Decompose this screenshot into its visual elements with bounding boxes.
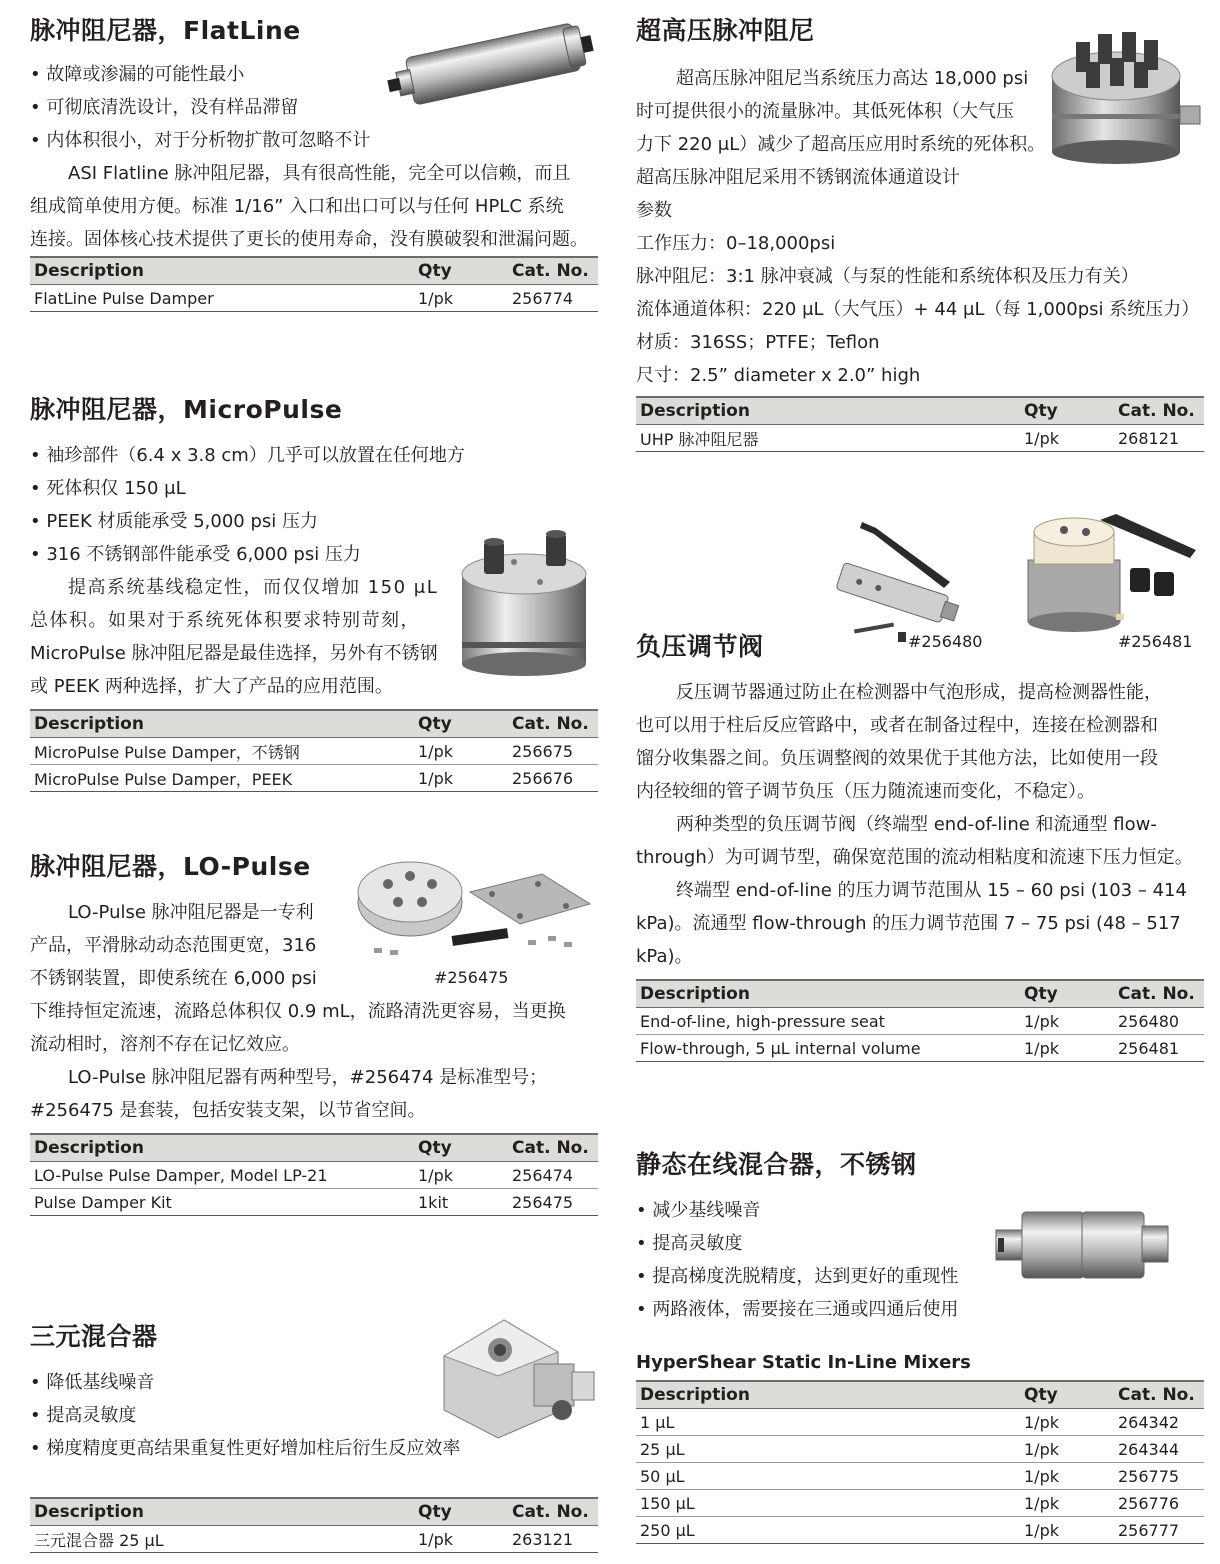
bullet-item: • 可彻底清洗设计，没有样品滞留	[30, 91, 598, 124]
cell-description: 1 μL	[636, 1409, 1020, 1436]
paragraph-line: ASI Flatline 脉冲阻尼器，具有很高性能，完全可以信赖，而且	[68, 163, 571, 184]
lopulse-section	[30, 850, 598, 1216]
paragraph-line: kPa)。流通型 flow-through 的压力调节范围 7 – 75 psi (48 – 517	[636, 913, 1181, 934]
header-cat-no: Cat. No.	[1114, 397, 1204, 425]
table-header-row	[636, 980, 1204, 1008]
cell-cat-no: 256774	[508, 285, 598, 312]
cell-qty: 1/pk	[1020, 1436, 1114, 1463]
cell-qty: 1/pk	[1020, 1409, 1114, 1436]
cell-qty: 1/pk	[1020, 1008, 1114, 1035]
table-row	[636, 1490, 1204, 1517]
paragraph-line: 终端型 end-of-line 的压力调节范围从 15 – 60 psi (103 – 414	[676, 880, 1187, 901]
cell-description: 50 μL	[636, 1463, 1020, 1490]
micropulse-table	[30, 709, 598, 792]
header-qty: Qty	[414, 257, 508, 285]
cell-cat-no: 256676	[508, 765, 598, 792]
ternary-section	[30, 1320, 598, 1553]
micropulse-section	[30, 393, 598, 792]
flatline-damper-image	[368, 18, 618, 108]
paragraph-line: kPa)。	[636, 946, 693, 967]
paragraph-line: 流动相时，溶剂不存在记忆效应。	[30, 1034, 300, 1055]
header-cat-no: Cat. No.	[508, 1498, 598, 1526]
table-row	[636, 1409, 1204, 1436]
cell-qty: 1/pk	[1020, 1463, 1114, 1490]
end-of-line-caption: #256480	[908, 632, 983, 651]
uhp-table	[636, 396, 1204, 452]
cell-qty: 1/pk	[414, 738, 508, 765]
bullet-item: • 梯度精度更高结果重复性更好增加柱后衍生反应效率	[30, 1432, 598, 1465]
table-row	[30, 1162, 598, 1189]
paragraph-line: 提高系统基线稳定性，而仅仅增加 150 μL	[68, 577, 439, 598]
paragraph-line: 时可提供很小的流量脉冲。其低死体积（大气压	[636, 101, 1014, 122]
bullet-item: • 316 不锈钢部件能承受 6,000 psi 压力	[30, 538, 598, 571]
cell-description: MicroPulse Pulse Damper，不锈钢	[30, 738, 414, 765]
cell-qty: 1/pk	[414, 1162, 508, 1189]
bullet-item: • 两路液体，需要接在三通或四通后使用	[636, 1293, 1204, 1326]
cell-cat-no: 256775	[1114, 1463, 1204, 1490]
paragraph-line: 超高压脉冲阻尼当系统压力高达 18,000 psi	[676, 68, 1029, 89]
paragraph-line: 产品，平滑脉动动态范围更宽，316	[30, 935, 317, 956]
cell-qty: 1/pk	[414, 765, 508, 792]
flatline-section	[30, 14, 598, 312]
paragraph-line: 两种类型的负压调节阀（终端型 end-of-line 和流通型 flow-	[676, 814, 1157, 835]
cell-description: FlatLine Pulse Damper	[30, 285, 414, 312]
paragraph-line: LO-Pulse 脉冲阻尼器是一专利	[68, 902, 314, 923]
flow-through-caption: #256481	[1118, 632, 1193, 651]
paragraph-line: 尺寸：2.5” diameter x 2.0” high	[636, 365, 921, 386]
paragraph-line: 不锈钢装置，即使系统在 6,000 psi	[30, 968, 317, 989]
static-mixer-subtitle: HyperShear Static In-Line Mixers	[636, 1352, 971, 1373]
cell-cat-no: 264342	[1114, 1409, 1204, 1436]
cell-description: UHP 脉冲阻尼器	[636, 425, 1020, 452]
table-row	[636, 1463, 1204, 1490]
bullet-item: • 袖珍部件（6.4 x 3.8 cm）几乎可以放置在任何地方	[30, 439, 598, 472]
table-row	[636, 1035, 1204, 1062]
backpressure-description	[636, 676, 1204, 973]
cell-qty: 1/pk	[414, 1526, 508, 1553]
cell-description: End-of-line, high-pressure seat	[636, 1008, 1020, 1035]
cell-description: Pulse Damper Kit	[30, 1189, 414, 1216]
cell-cat-no: 256675	[508, 738, 598, 765]
uhp-section	[636, 14, 1204, 452]
table-header-row	[636, 1381, 1204, 1409]
cell-description: 150 μL	[636, 1490, 1020, 1517]
ternary-mixer-image	[434, 1312, 604, 1442]
ternary-title: 三元混合器	[30, 1322, 158, 1351]
header-cat-no: Cat. No.	[1114, 1381, 1204, 1409]
cell-cat-no: 263121	[508, 1526, 598, 1553]
paragraph-line: 连接。固体核心技术提供了更长的使用寿命，没有膜破裂和泄漏问题。	[30, 229, 588, 250]
cell-qty: 1kit	[414, 1189, 508, 1216]
cell-description: 25 μL	[636, 1436, 1020, 1463]
cell-description: LO-Pulse Pulse Damper, Model LP-21	[30, 1162, 414, 1189]
cell-cat-no: 256474	[508, 1162, 598, 1189]
table-row	[30, 765, 598, 792]
header-qty: Qty	[414, 710, 508, 738]
header-description: Description	[30, 257, 414, 285]
bullet-item: • 内体积很小，对于分析物扩散可忽略不计	[30, 124, 598, 157]
bullet-item: • 减少基线噪音	[636, 1194, 1204, 1227]
cell-qty: 1/pk	[1020, 1035, 1114, 1062]
header-description: Description	[30, 1134, 414, 1162]
table-row	[30, 1189, 598, 1216]
static-mixer-table	[636, 1380, 1204, 1544]
ternary-table	[30, 1497, 598, 1553]
cell-qty: 1/pk	[1020, 1490, 1114, 1517]
paragraph-line: 下维持恒定流速，流路总体积仅 0.9 mL，流路清洗更容易，当更换	[30, 1001, 566, 1022]
paragraph-line: 总体积。如果对于系统死体积要求特别苛刻，	[30, 610, 420, 631]
table-row	[636, 1436, 1204, 1463]
cell-qty: 1/pk	[414, 285, 508, 312]
flatline-table	[30, 256, 598, 312]
paragraph-line: 也可以用于柱后反应管路中，或者在制备过程中，连接在检测器和	[636, 715, 1158, 736]
header-cat-no: Cat. No.	[1114, 980, 1204, 1008]
paragraph-line: 馏分收集器之间。负压调整阀的效果优于其他方法，比如使用一段	[636, 748, 1158, 769]
paragraph-line: #256475 是套装，包括安装支架，以节省空间。	[30, 1100, 426, 1121]
lopulse-title: 脉冲阻尼器，LO-Pulse	[30, 852, 311, 881]
cell-cat-no: 256475	[508, 1189, 598, 1216]
table-row	[636, 425, 1204, 452]
uhp-damper-image	[1046, 18, 1206, 168]
bullet-item: • 降低基线噪音	[30, 1366, 598, 1399]
bullet-item: • 死体积仅 150 μL	[30, 472, 598, 505]
table-row	[636, 1008, 1204, 1035]
paragraph-line: 或 PEEK 两种选择，扩大了产品的应用范围。	[30, 676, 393, 697]
static-mixer-image	[992, 1190, 1182, 1300]
paragraph-line: LO-Pulse 脉冲阻尼器有两种型号，#256474 是标准型号；	[68, 1067, 548, 1088]
paragraph-line: 工作压力：0–18,000psi	[636, 233, 836, 254]
header-qty: Qty	[1020, 1381, 1114, 1409]
cell-cat-no: 264344	[1114, 1436, 1204, 1463]
backpressure-table	[636, 979, 1204, 1062]
table-header-row	[30, 710, 598, 738]
paragraph-line: 内径较细的管子调节负压（压力随流速而变化，不稳定）。	[636, 781, 1095, 802]
cell-description: 三元混合器 25 μL	[30, 1526, 414, 1553]
header-qty: Qty	[1020, 397, 1114, 425]
micropulse-damper-image	[454, 526, 594, 676]
table-row	[30, 1526, 598, 1553]
table-header-row	[636, 397, 1204, 425]
table-row	[30, 285, 598, 312]
paragraph-line: 力下 220 μL）减少了超高压应用时系统的死体积。	[636, 134, 1046, 155]
table-row	[30, 738, 598, 765]
header-cat-no: Cat. No.	[508, 710, 598, 738]
cell-cat-no: 256777	[1114, 1517, 1204, 1544]
header-cat-no: Cat. No.	[508, 257, 598, 285]
backpressure-title: 负压调节阀	[636, 632, 764, 661]
cell-description: Flow-through, 5 μL internal volume	[636, 1035, 1020, 1062]
paragraph-line: MicroPulse 脉冲阻尼器是最佳选择，另外有不锈钢	[30, 643, 438, 664]
bullet-item: • 故障或渗漏的可能性最小	[30, 58, 598, 91]
header-cat-no: Cat. No.	[508, 1134, 598, 1162]
table-row	[636, 1517, 1204, 1544]
bullet-item: • 提高灵敏度	[636, 1227, 1204, 1260]
cell-description: MicroPulse Pulse Damper，PEEK	[30, 765, 414, 792]
cell-cat-no: 268121	[1114, 425, 1204, 452]
bullet-item: • 提高灵敏度	[30, 1399, 598, 1432]
header-description: Description	[636, 397, 1020, 425]
header-qty: Qty	[1020, 980, 1114, 1008]
cell-qty: 1/pk	[1020, 1517, 1114, 1544]
micropulse-title: 脉冲阻尼器，MicroPulse	[30, 395, 343, 424]
table-header-row	[30, 1498, 598, 1526]
lopulse-table	[30, 1133, 598, 1216]
header-description: Description	[30, 710, 414, 738]
bullet-item: • 提高梯度洗脱精度，达到更好的重现性	[636, 1260, 1204, 1293]
backpressure-section	[636, 630, 1204, 1062]
bullet-item: • PEEK 材质能承受 5,000 psi 压力	[30, 505, 598, 538]
header-description: Description	[30, 1498, 414, 1526]
cell-cat-no: 256776	[1114, 1490, 1204, 1517]
paragraph-line: 材质：316SS；PTFE；Teflon	[636, 332, 880, 353]
paragraph-line: 脉冲阻尼：3:1 脉冲衰减（与泵的性能和系统体积及压力有关）	[636, 266, 1139, 287]
paragraph-line: through）为可调节型，确保宽范围的流动相粘度和流速下压力恒定。	[636, 847, 1193, 868]
paragraph-line: 反压调节器通过防止在检测器中气泡形成，提高检测器性能，	[676, 682, 1162, 703]
header-qty: Qty	[414, 1134, 508, 1162]
cell-cat-no: 256480	[1114, 1008, 1204, 1035]
static-mixer-section	[636, 1148, 1204, 1544]
header-description: Description	[636, 1381, 1020, 1409]
lopulse-kit-image	[352, 844, 602, 964]
lopulse-caption: #256475	[434, 968, 509, 987]
static-mixer-title: 静态在线混合器，不锈钢	[636, 1150, 917, 1179]
paragraph-line: 流体通道体积：220 μL（大气压）+ 44 μL（每 1,000psi 系统压力）	[636, 299, 1200, 320]
paragraph-line: 参数	[636, 200, 672, 221]
uhp-title: 超高压脉冲阻尼	[636, 16, 815, 45]
header-description: Description	[636, 980, 1020, 1008]
header-qty: Qty	[414, 1498, 508, 1526]
table-header-row	[30, 257, 598, 285]
cell-cat-no: 256481	[1114, 1035, 1204, 1062]
flatline-title: 脉冲阻尼器，FlatLine	[30, 16, 301, 45]
end-of-line-regulator-image	[826, 518, 976, 648]
cell-description: 250 μL	[636, 1517, 1020, 1544]
table-header-row	[30, 1134, 598, 1162]
cell-qty: 1/pk	[1020, 425, 1114, 452]
flow-through-regulator-image	[1020, 510, 1204, 640]
paragraph-line: 组成简单使用方便。标准 1/16” 入口和出口可以与任何 HPLC 系统	[30, 196, 564, 217]
paragraph-line: 超高压脉冲阻尼采用不锈钢流体通道设计	[636, 167, 960, 188]
